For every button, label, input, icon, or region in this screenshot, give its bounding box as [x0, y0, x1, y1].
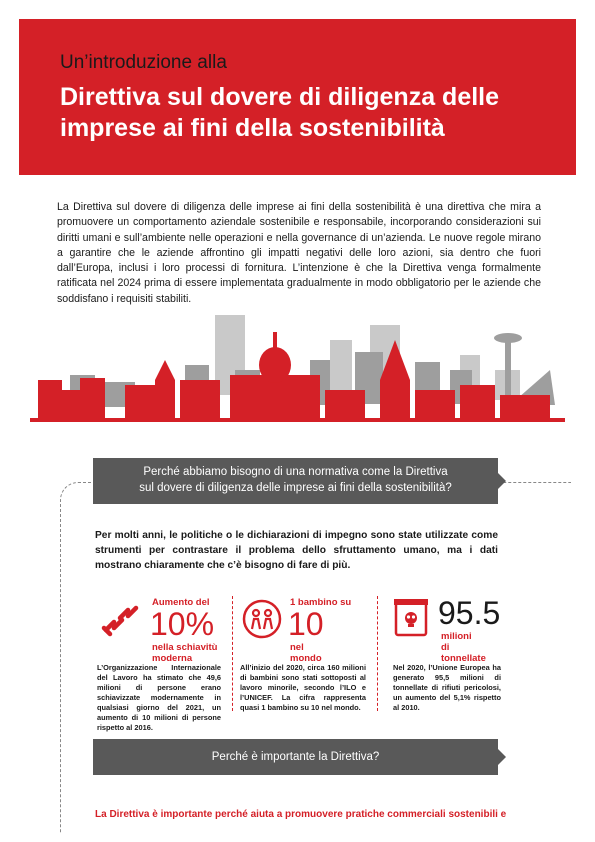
title-line-2: imprese ai fini della sostenibilità: [60, 114, 445, 142]
section-heading-why-important: Perché è importante la Direttiva?: [93, 739, 498, 775]
stat-value: 10%: [150, 606, 215, 642]
stat-label-bottom-line-3: tonnellate: [441, 653, 486, 664]
stat-label-bottom: [441, 631, 486, 664]
column-divider: [232, 596, 233, 711]
stat-label-bottom-line-2: moderna: [152, 653, 193, 664]
stat-label-top: 1 bambino su: [290, 597, 352, 608]
stat-label-bottom-line-2: di: [441, 642, 450, 653]
stat-description: All’inizio del 2020, circa 160 milioni di bambini sono stati sottoposti al lavoro minorile, secondo l’ILO e l’UNICEF. La cifra rappresenta quasi 1 bambino su 10 nel mondo.: [240, 663, 366, 712]
stat-label-top: Aumento del: [152, 597, 210, 608]
stat-description: Nel 2020, l’Unione Europea ha generato 95,5 milioni di tonnellate di rifiuti pericolosi, un aumento del 5,1% rispetto al 2010.: [393, 663, 501, 712]
stat-value: 10: [288, 606, 324, 642]
stat-label-bottom-line-1: nella schiavitù: [152, 642, 218, 653]
intro-paragraph: La Direttiva sul dovere di diligenza delle imprese ai fini della sostenibilità è una direttiva che mira a promuovere un comportamento aziendale sostenibile e responsabile, incorporando considerazioni sui diritti umani e sull’ambiente nelle operazioni e nella governance di un’azienda. Le nuove regole mirano a garantire che le aziende affrontino gli impatti negativi delle loro azioni, sia dentro che fuori dall’Europa, inclusi i loro processi di fornitura. L’intenzione è che la Direttiva venga formalmente ratificata nel 2024 prima di essere implementata gradualmente in modo obbligatorio per le aziende che soddisfano i requisiti stabiliti.: [57, 201, 541, 305]
stat-label-bottom-line-1: nel: [290, 642, 304, 653]
page-title: [60, 82, 560, 144]
column-divider: [377, 596, 378, 711]
heading-line-1: Perché abbiamo bisogno di una normativa come la Direttiva: [143, 466, 448, 478]
stat-description: L’Organizzazione Internazionale del Lavoro ha stimato che 49,6 milioni di persone erano schiavizzate modernamente in qualsiasi giorno del 2021, un aumento di 10 milioni di persone rispetto al 2016.: [97, 663, 221, 732]
heading-line-2: sul dovere di diligenza delle imprese ai fini della sostenibilità?: [139, 482, 452, 494]
heading-arrow: [498, 473, 506, 489]
hazardous-waste-icon: [393, 597, 429, 637]
stat-label-bottom-line-2: mondo: [290, 653, 322, 664]
stat-value: 95.5: [438, 595, 501, 631]
stat-label-bottom: [290, 642, 322, 664]
why-important-paragraph: La Direttiva è importante perché aiuta a promuovere pratiche commerciali sostenibili e: [95, 809, 507, 820]
pre-title: Un’introduzione alla: [60, 52, 227, 73]
why-needed-paragraph: Per molti anni, le politiche o le dichiarazioni di impegno sono state utilizzate come strumenti per contrastare il problema dello sfruttamento umano, ma i dati mostrano chiaramente che c’è bisogno di fare di più.: [95, 530, 498, 571]
children-icon: [242, 599, 282, 639]
title-banner: [19, 19, 576, 175]
chain-link-icon: [100, 600, 142, 638]
city-skyline-illustration: [30, 310, 565, 425]
section-heading-why-needed: [93, 458, 498, 504]
heading-arrow: [498, 749, 506, 765]
stat-label-bottom: [152, 642, 217, 664]
title-line-1: Direttiva sul dovere di diligenza delle: [60, 83, 500, 111]
stat-label-bottom-line-1: milioni: [441, 631, 472, 642]
